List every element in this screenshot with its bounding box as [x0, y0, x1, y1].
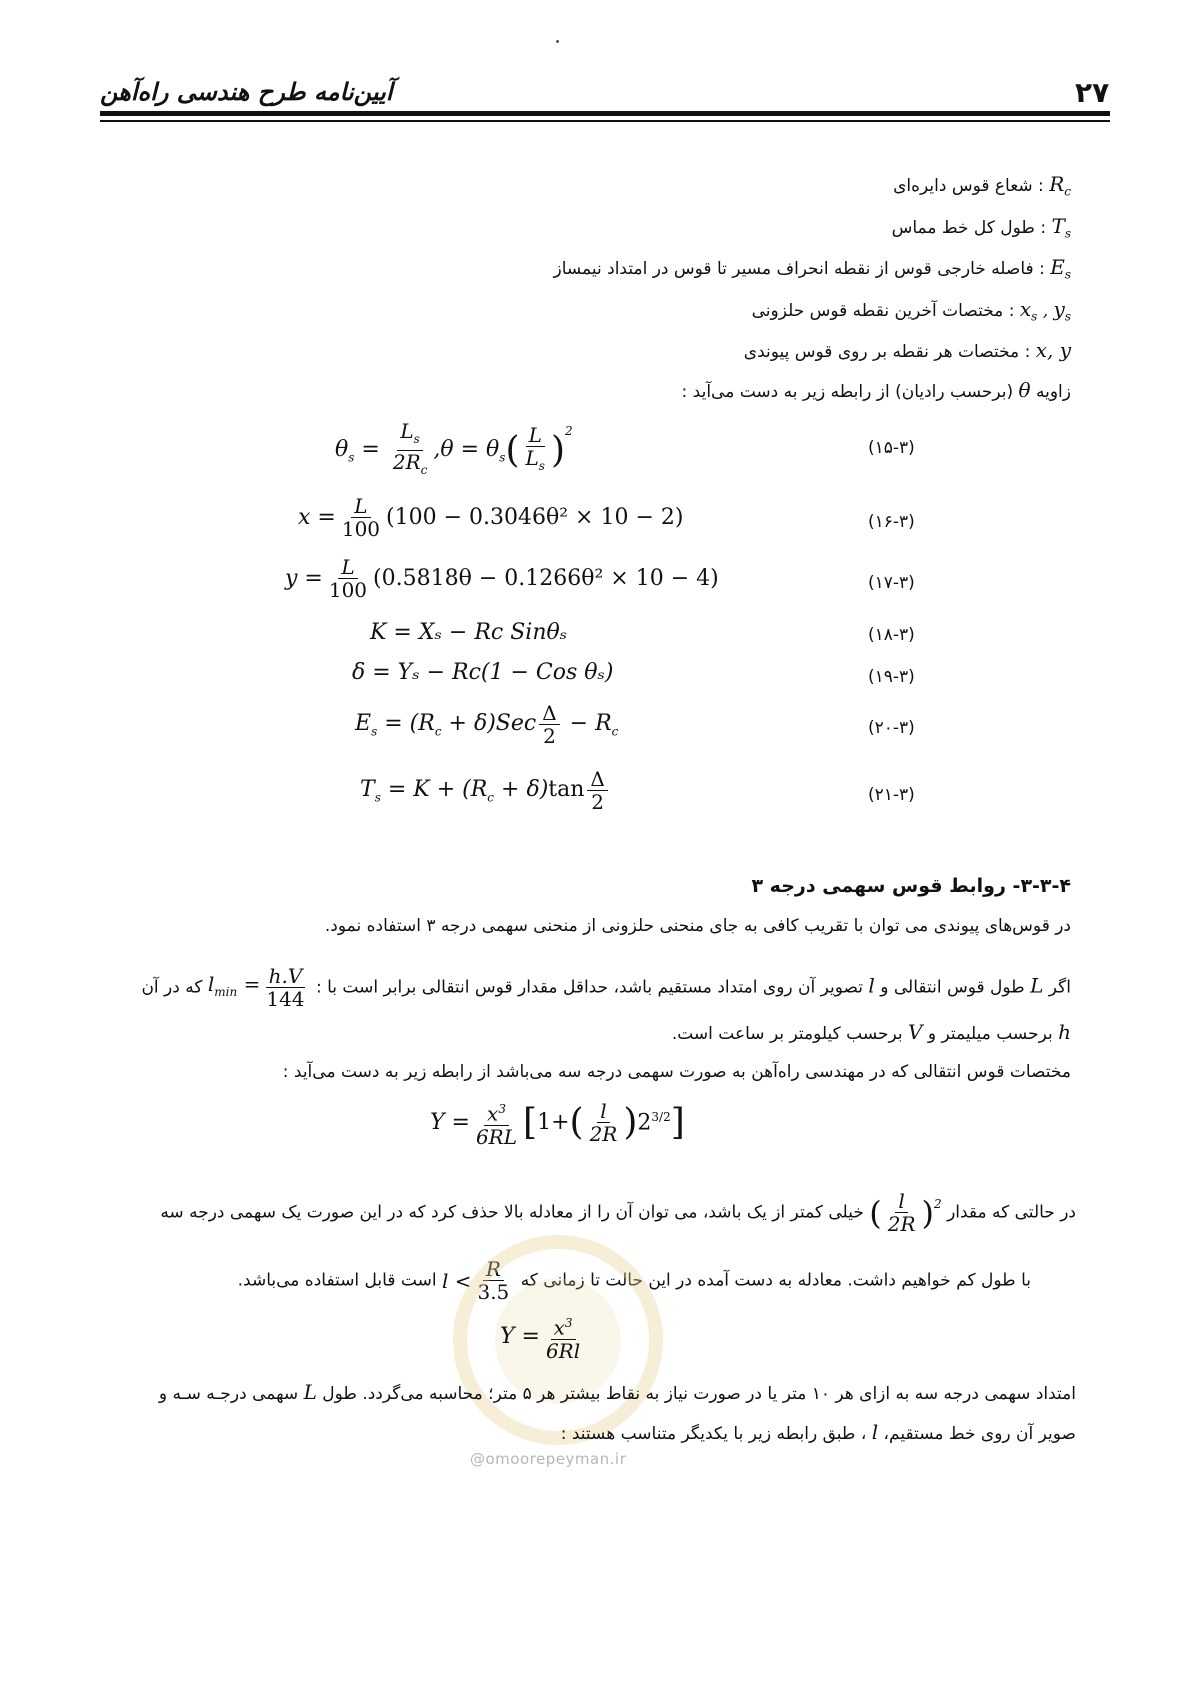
equation-18-number: (۱۸-۳) — [868, 625, 915, 645]
paragraph-4: مختصات قوس انتقالی که در مهندسی راه‌آهن به صورت سهمی درجه سه می‌باشد از رابطه زیر به دست می‌آید : — [282, 1062, 1071, 1082]
equation-19: δ = Yₛ − Rc(1 − Cos θₛ) — [352, 660, 614, 685]
header-rule-thin — [100, 120, 1110, 122]
paragraph-2: اگر L طول قوس انتقالی و l تصویر آن روی امتداد مستقیم باشد، حداقل مقدار قوس انتقالی برابر است با : $l_{min}$ = $\frac{h.V}{144}$ که در آن — [141, 964, 1071, 1011]
equation-17: y = $\frac{L}{100}$ (0.5818θ − 0.1266θ² × 10 − 4) — [285, 555, 719, 602]
definition-xs-ys: $x_s$ , $y_s$ : مختصات آخرین نقطه قوس حلزونی — [751, 297, 1071, 324]
equation-21-number: (۲۱-۳) — [868, 785, 915, 805]
equation-parabola-full: Y = $\frac{x^3}{6RL}$ [ 1+ ( $\frac{l}{2R}$ ) $2^{3/2}$ ] — [430, 1099, 685, 1149]
paragraph-7: امتداد سهمی درجه سه به ازای هر ۱۰ متر یا در صورت نیاز به نقاط بیشتر هر ۵ متر؛ محاسبه می‌گردد. طول L سهمی درجـه سـه و — [158, 1380, 1076, 1404]
paragraph-6: با طول کم خواهیم داشت. معادله به دست آمده در این حالت تا زمانی که l < $\frac{R}{3.5}$ است قابل استفاده می‌باشد. — [237, 1257, 1031, 1304]
stray-dot — [556, 40, 559, 43]
equation-16-number: (۱۶-۳) — [868, 512, 915, 532]
definition-ts: $T_s$ : طول کل خط مماس — [891, 214, 1071, 241]
equation-20-number: (۲۰-۳) — [868, 718, 915, 738]
equation-19-number: (۱۹-۳) — [868, 667, 915, 687]
running-header-title: آیین‌نامه طرح هندسی راه‌آهن — [100, 78, 393, 106]
definition-x-y: x, y : مختصات هر نقطه بر روی قوس پیوندی — [743, 338, 1071, 362]
paragraph-8: صویر آن روی خط مستقیم، l ، طبق رابطه زیر با یکدیگر متناسب هستند : — [560, 1420, 1076, 1444]
definition-es: $E_s$ : فاصله خارجی قوس از نقطه انحراف مسیر تا قوس در امتداد نیمساز — [553, 255, 1071, 282]
paragraph-5: در حالتی که مقدار ( $\frac{l}{2R}$ ) $^2$ خیلی کمتر از یک باشد، می توان آن را از معادله بالا حذف کرد که در این صورت یک سهمی درجه سه — [160, 1189, 1076, 1236]
equation-20: $E_s = (R_c + \delta)Sec$ $\frac{\Delta}{2}$ − $R_c$ — [355, 701, 619, 748]
equation-15: $\theta_s$ = $\frac{L_s}{2R_c}$ $,\theta = \theta_s$ ( $\frac{L}{L_s}$ ) $^2$ — [335, 419, 573, 477]
equation-18: K = Xₛ − Rc Sinθₛ — [370, 620, 568, 645]
paragraph-3: h برحسب میلیمتر و V برحسب کیلومتر بر ساعت است. — [671, 1020, 1071, 1044]
watermark-url: @omoorepeyman.ir — [470, 1450, 627, 1468]
definition-rc: $R_c$ : شعاع قوس دایره‌ای — [893, 172, 1071, 199]
equation-16: x = $\frac{L}{100}$ (100 − 0.3046θ² × 10 − 2) — [298, 494, 684, 541]
paragraph-1: در قوس‌های پیوندی می توان با تقریب کافی به جای منحنی حلزونی از منحنی سهمی درجه ۳ استفاده نمود. — [324, 916, 1071, 936]
header-rule-thick — [100, 111, 1110, 116]
equation-17-number: (۱۷-۳) — [868, 573, 915, 593]
section-heading: ۳-۳-۴- روابط قوس سهمی درجه ۳ — [751, 875, 1071, 897]
equation-parabola-simple: Y = $\frac{x^3}{6Rl}$ — [500, 1312, 586, 1362]
page-number: ۲۷ — [1075, 76, 1110, 109]
equation-15-number: (۱۵-۳) — [868, 438, 915, 458]
equation-21: $T_s = K + (R_c + \delta)\tan$ $\frac{\Delta}{2}$ — [360, 768, 611, 813]
theta-intro: زاویه θ (برحسب رادیان) از رابطه زیر به دست می‌آید : — [681, 378, 1071, 402]
